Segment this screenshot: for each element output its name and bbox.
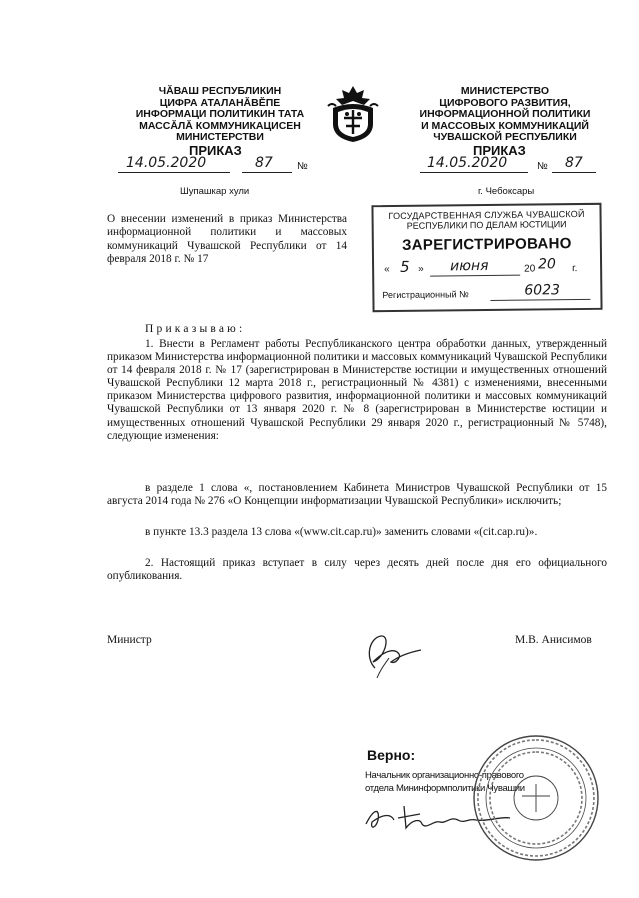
- header-right-org: [405, 86, 605, 144]
- paragraph-2: в разделе 1 слова «, постановлением Кабинета Министров Чувашской Республики от 15 августа 2014 года № 276 «О Концепции информатизации Чувашской Республики» исключить;: [107, 482, 607, 508]
- header-right-line: ЦИФРОВОГО РАЗВИТИЯ,: [439, 96, 571, 109]
- stamp-year-unit: г.: [572, 263, 578, 275]
- stamp-date-row: [374, 256, 600, 280]
- stamp-org-line: РЕСПУБЛИКИ ПО ДЕЛАМ ЮСТИЦИИ: [406, 219, 567, 231]
- certification-title: Верно:: [367, 747, 416, 763]
- header-left-number-sign: №: [297, 161, 308, 172]
- header-right-line: МИНИСТЕРСТВО: [460, 85, 550, 97]
- registration-stamp: [371, 203, 602, 312]
- header-right-line: И МАССОВЫХ КОММУНИКАЦИЙ: [421, 119, 589, 132]
- header-left-org: [120, 86, 320, 144]
- header-left-number: 87: [255, 155, 273, 171]
- stamp-reg-underline: [490, 299, 590, 301]
- stamp-date-underline: [430, 275, 520, 277]
- stamp-quote-open: «: [384, 264, 390, 276]
- stamp-day: 5: [399, 257, 410, 276]
- header-left-number-line: [242, 172, 292, 173]
- minister-signature: [355, 628, 425, 687]
- republic-emblem: [326, 84, 380, 144]
- header-right-number-line: [552, 172, 596, 173]
- paragraph-4: 2. Настоящий приказ вступает в силу через десять дней после дня его официального опубликования.: [107, 557, 607, 583]
- stamp-status: ЗАРЕГИСТРИРОВАНО: [401, 235, 572, 254]
- stamp-reg-row: [374, 280, 600, 302]
- header-right-doc-type: ПРИКАЗ: [473, 143, 526, 158]
- stamp-org-line: ГОСУДАРСТВЕННАЯ СЛУЖБА ЧУВАШСКОЙ: [388, 208, 585, 222]
- header-left-date-line: [118, 172, 230, 173]
- order-word: Приказываю:: [145, 323, 246, 335]
- stamp-quote-close: »: [418, 263, 424, 275]
- header-right-line: ЧУВАШСКОЙ РЕСПУБЛИКИ: [433, 131, 577, 144]
- header-right-number-sign: №: [537, 161, 548, 172]
- paragraph-1: 1. Внести в Регламент работы Республиканского центра обработки данных, утвержденный приказом Министерства информационной политики и массовых коммуникаций Чувашской Республики от 14 февраля 2018 г. № 17 (зарегистрирован в Министерстве юстиции и имущественных отношений Чувашской Республики 12 марта 2018 г., регистрационный № 4381) с изменениями, внесенными приказом Министерства цифрового развития, информационной политики и массовых коммуникаций Чувашской Республики от 13 января 2020 г. № 8 (зарегистрирован в Министерстве юстиции и имущественных отношений Чувашской Республики 29 января 2020 г., регистрационный № 5748), следующие изменения:: [107, 338, 607, 442]
- header-left-line: ИНФОРМАЦИ ПОЛИТИКИН ТАТА: [135, 108, 305, 121]
- header-left-doc-type: ПРИКАЗ: [189, 143, 242, 158]
- stamp-reg-label: Регистрационный №: [382, 289, 469, 301]
- header-left-city: Шупашкар хули: [180, 186, 250, 197]
- stamp-year-prefix: 20: [524, 263, 536, 275]
- stamp-month: июня: [450, 257, 489, 275]
- header-right-date-line: [420, 172, 528, 173]
- header-left-line: ЧĂВАШ РЕСПУБЛИКИН: [158, 85, 282, 97]
- header-left-line: МАССĂЛĂ КОММУНИКАЦИСЕН: [139, 119, 301, 132]
- header-right-city: г. Чебоксары: [478, 186, 535, 197]
- stamp-reg-number: 6023: [524, 282, 561, 299]
- header-right-number: 87: [565, 155, 583, 171]
- header-right-line: ИНФОРМАЦИОННОЙ ПОЛИТИКИ: [419, 108, 591, 121]
- document-subject: О внесении изменений в приказ Министерства информационной политики и массовых коммуникаций Чувашской Республики от 14 февраля 2018 г. № 17: [107, 213, 347, 266]
- paragraph-3: в пункте 13.3 раздела 13 слова «(www.cit.cap.ru)» заменить словами «(cit.cap.ru)».: [145, 526, 538, 538]
- certification-line: Начальник организационно-правового: [365, 770, 524, 781]
- round-seal: [470, 732, 602, 869]
- signatory-name: М.В. Анисимов: [515, 634, 592, 646]
- header-left-line: ЦИФРА АТАЛАНĂВĔПЕ: [159, 96, 281, 109]
- certification-line: отдела Мининформполитики Чувашии: [365, 783, 525, 794]
- header-right-date: 14.05.2020: [427, 155, 508, 171]
- signatory-position: Министр: [107, 634, 152, 646]
- header-left-date: 14.05.2020: [126, 155, 207, 171]
- header-left-line: МИНИСТЕРСТВИ: [176, 131, 264, 144]
- stamp-year-suffix: 20: [537, 256, 556, 273]
